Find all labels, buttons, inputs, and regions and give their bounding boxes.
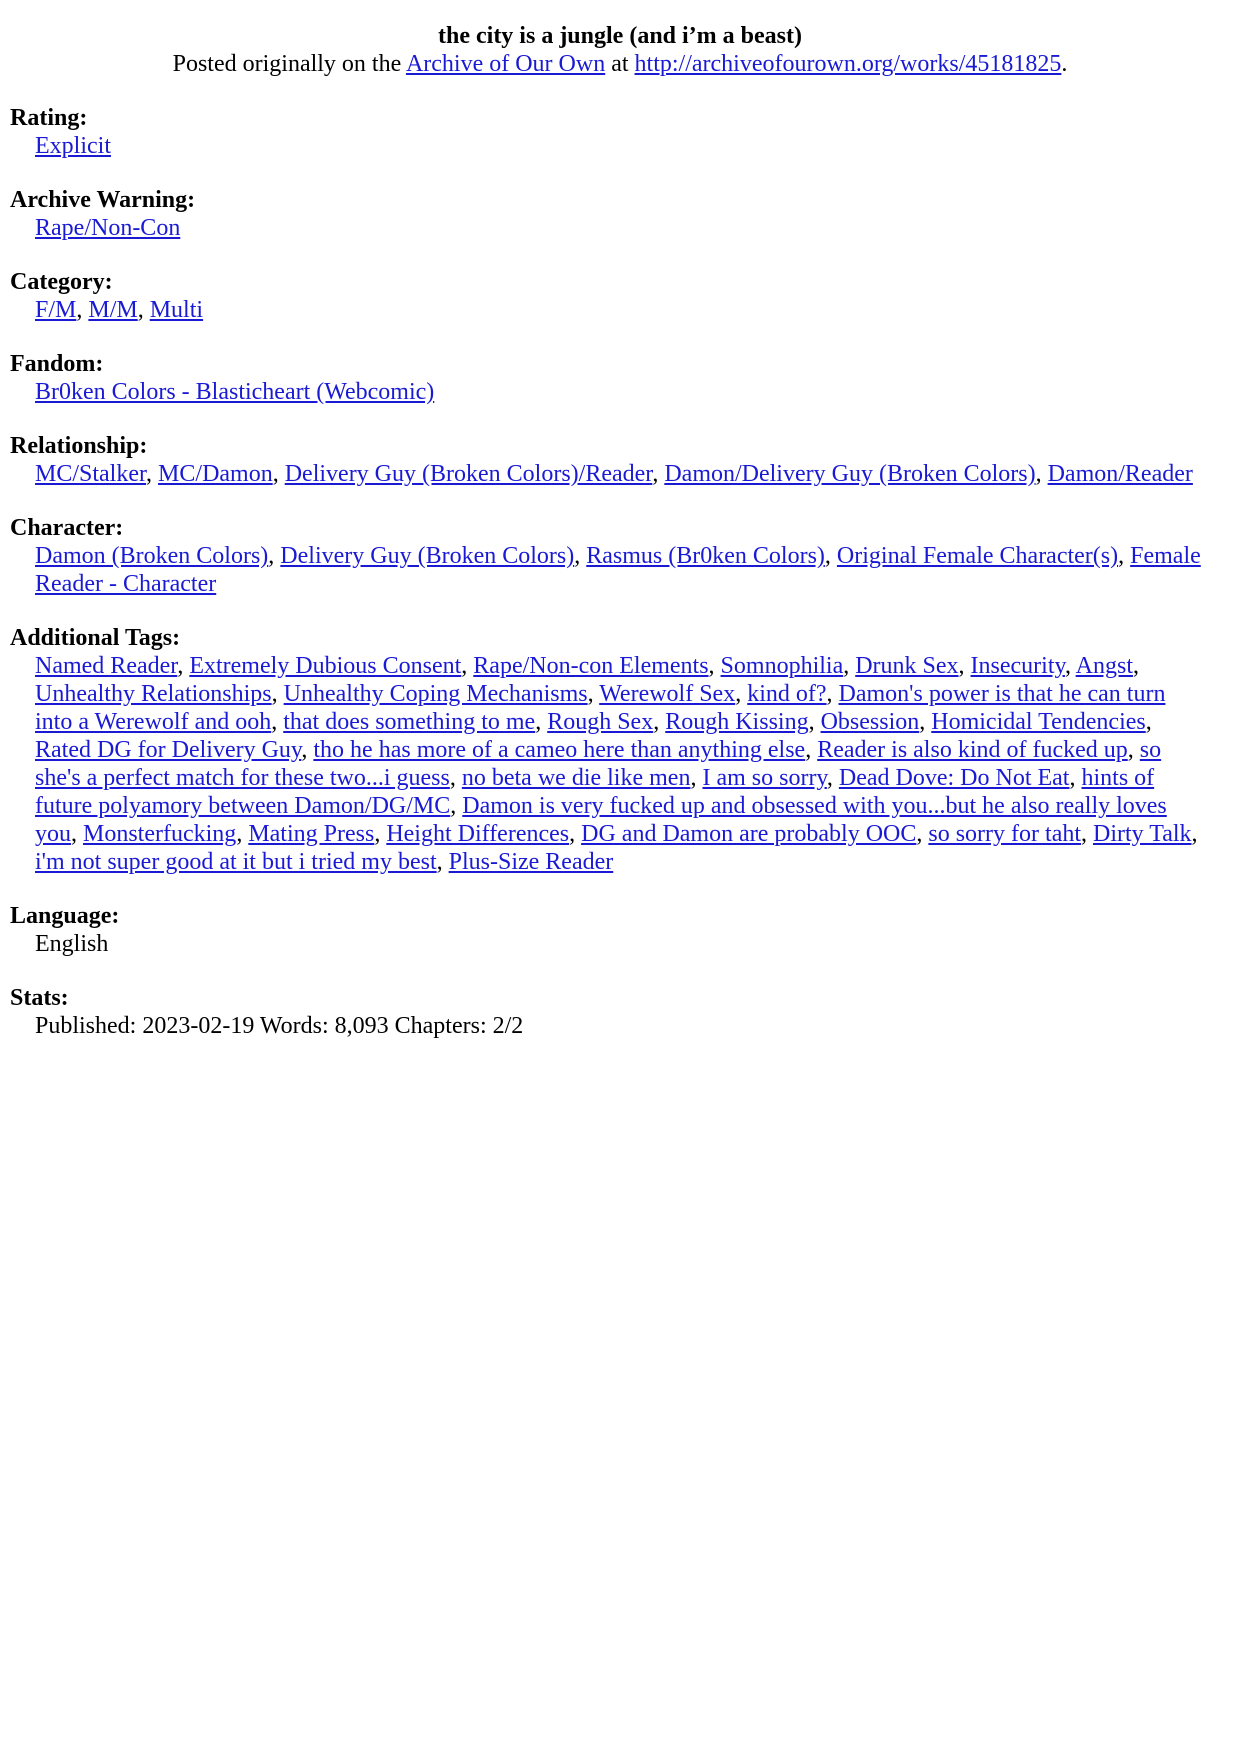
additional-tags-tag-link[interactable]: Dirty Talk: [1093, 821, 1192, 847]
archive-link[interactable]: Archive of Our Own: [405, 51, 606, 77]
work-header: [0, 22, 1240, 78]
additional-tags-tag-link[interactable]: Plus-Size Reader: [448, 849, 614, 875]
additional-tags-tag-link[interactable]: tho he has more of a cameo here than anything else: [313, 737, 806, 763]
category-tag-link[interactable]: M/M: [88, 297, 138, 323]
additional-tags-tag-link[interactable]: kind of?: [747, 681, 827, 707]
additional-tags-tag-link[interactable]: Reader is also kind of fucked up: [817, 737, 1128, 763]
posted-mid: at: [605, 51, 635, 77]
fandom-tag-link[interactable]: Br0ken Colors - Blasticheart (Webcomic): [35, 379, 435, 405]
additional-tags-tag-link[interactable]: hints of future polyamory between Damon/DG/MC: [35, 765, 1155, 819]
additional-tags-tag-link[interactable]: Damon's power is that he can turn into a Werewolf and ooh: [35, 681, 1166, 735]
character-tag-link[interactable]: Female Reader - Character: [35, 543, 1201, 597]
relationship-tag-link[interactable]: Damon/Reader: [1047, 461, 1193, 487]
additional-tags-tag-link[interactable]: I am so sorry: [702, 765, 827, 791]
additional-tags-tag-link[interactable]: Rape/Non-con Elements: [473, 653, 709, 679]
additional-tags-tag-link[interactable]: Werewolf Sex: [599, 681, 736, 707]
additional-tags-tag-link[interactable]: Rough Kissing: [665, 709, 809, 735]
language-value: English: [35, 931, 109, 957]
archive-warning-label: Archive Warning:: [10, 187, 196, 213]
additional-tags-tag-link[interactable]: Angst: [1075, 653, 1133, 679]
relationship-tag-link[interactable]: MC/Damon: [158, 461, 273, 487]
character-label: Character:: [10, 515, 124, 541]
field-relationship: [10, 432, 1230, 488]
field-additional-tags: [10, 624, 1230, 876]
character-tag-link[interactable]: Delivery Guy (Broken Colors): [280, 543, 575, 569]
relationship-tag-link[interactable]: Delivery Guy (Broken Colors)/Reader: [284, 461, 653, 487]
field-rating: [10, 104, 1230, 160]
additional-tags-tag-link[interactable]: Height Differences: [386, 821, 570, 847]
relationship-value: MC/Stalker, MC/Damon, Delivery Guy (Broken Colors)/Reader, Damon/Delivery Guy (Broken Colors), Damon/Reader: [35, 461, 1193, 487]
posted-line: [0, 50, 1240, 78]
additional-tags-tag-link[interactable]: Insecurity: [970, 653, 1065, 679]
posted-prefix: Posted originally on the: [172, 51, 406, 77]
stats-label: Stats:: [10, 985, 69, 1011]
additional-tags-tag-link[interactable]: Named Reader: [35, 653, 178, 679]
work-title: the city is a jungle (and i’m a beast): [438, 23, 802, 49]
additional-tags-tag-link[interactable]: Rated DG for Delivery Guy: [35, 737, 302, 763]
field-language: [10, 902, 1230, 958]
character-tag-link[interactable]: Rasmus (Br0ken Colors): [586, 543, 825, 569]
category-label: Category:: [10, 269, 113, 295]
additional-tags-tag-link[interactable]: Unhealthy Coping Mechanisms: [283, 681, 588, 707]
language-label: Language:: [10, 903, 120, 929]
additional-tags-tag-link[interactable]: no beta we die like men: [461, 765, 691, 791]
work-url-link[interactable]: http://archiveofourown.org/works/45181825: [634, 51, 1062, 77]
relationship-label: Relationship:: [10, 433, 148, 459]
additional-tags-tag-link[interactable]: Extremely Dubious Consent: [189, 653, 462, 679]
archive-warning-value: [10, 214, 1205, 242]
character-tag-link[interactable]: Original Female Character(s): [836, 543, 1119, 569]
field-fandom: [10, 350, 1230, 406]
character-tag-link[interactable]: Damon (Broken Colors): [35, 543, 269, 569]
fandom-value: [10, 378, 1205, 406]
character-value: Damon (Broken Colors), Delivery Guy (Broken Colors), Rasmus (Br0ken Colors), Original Female Character(s), Female Reader - Character: [35, 543, 1201, 597]
additional-tags-tag-link[interactable]: Rough Sex: [547, 709, 654, 735]
field-archive-warning: [10, 186, 1230, 242]
additional-tags-tag-link[interactable]: Unhealthy Relationships: [35, 681, 272, 707]
category-tag-link[interactable]: Multi: [149, 297, 204, 323]
additional-tags-tag-link[interactable]: Drunk Sex: [855, 653, 959, 679]
additional-tags-tag-link[interactable]: DG and Damon are probably OOC: [581, 821, 917, 847]
field-stats: [10, 984, 1230, 1040]
rating-value: [10, 132, 1205, 160]
additional-tags-tag-link[interactable]: so sorry for taht: [928, 821, 1082, 847]
posted-suffix: .: [1061, 51, 1068, 77]
relationship-tag-link[interactable]: MC/Stalker: [35, 461, 147, 487]
additional-tags-tag-link[interactable]: so she's a perfect match for these two...i guess: [35, 737, 1162, 791]
additional-tags-tag-link[interactable]: Damon is very fucked up and obsessed with you...but he also really loves you: [35, 793, 1167, 847]
field-character: [10, 514, 1230, 598]
additional-tags-tag-link[interactable]: Somnophilia: [720, 653, 844, 679]
stats-value: Published: 2023-02-19 Words: 8,093 Chapters: 2/2: [35, 1013, 524, 1039]
category-tag-link[interactable]: F/M: [35, 297, 77, 323]
additional-tags-label: Additional Tags:: [10, 625, 181, 651]
fandom-label: Fandom:: [10, 351, 104, 377]
additional-tags-tag-link[interactable]: Monsterfucking: [83, 821, 237, 847]
additional-tags-value: Named Reader, Extremely Dubious Consent, Rape/Non-con Elements, Somnophilia, Drunk Sex, Insecurity, Angst, Unhealthy Relationships, Unhealthy Coping Mechanisms, Werewolf Sex, kind of?, Damon's power is that he can turn into a Werewolf and ooh, that does something to me, Rough Sex, Rough Kissing, Obsession, Homicidal Tendencies, Rated DG for Delivery Guy, tho he has more of a cameo here than anything else, Reader is also kind of fucked up, so she's a perfect match for these two...i guess, no beta we die like men, I am so sorry, Dead Dove: Do Not Eat, hints of future polyamory between Damon/DG/MC, Damon is very fucked up and obsessed with you...but he also really loves you, Monsterfucking, Mating Press, Height Differences, DG and Damon are probably OOC, so sorry for taht, Dirty Talk, i'm not super good at it but i tried my best, Plus-Size Reader: [35, 653, 1198, 875]
category-value: F/M, M/M, Multi: [35, 297, 204, 323]
additional-tags-tag-link[interactable]: that does something to me: [283, 709, 536, 735]
additional-tags-tag-link[interactable]: Mating Press: [248, 821, 375, 847]
additional-tags-tag-link[interactable]: Dead Dove: Do Not Eat: [838, 765, 1070, 791]
additional-tags-tag-link[interactable]: Obsession: [820, 709, 920, 735]
work-metadata: [10, 104, 1230, 1040]
additional-tags-tag-link[interactable]: i'm not super good at it but i tried my best: [35, 849, 437, 875]
rating-tag-link[interactable]: Explicit: [35, 133, 111, 159]
additional-tags-tag-link[interactable]: Homicidal Tendencies: [931, 709, 1146, 735]
rating-label: Rating:: [10, 105, 88, 131]
relationship-tag-link[interactable]: Damon/Delivery Guy (Broken Colors): [664, 461, 1036, 487]
archive-warning-tag-link[interactable]: Rape/Non-Con: [35, 215, 181, 241]
field-category: [10, 268, 1230, 324]
